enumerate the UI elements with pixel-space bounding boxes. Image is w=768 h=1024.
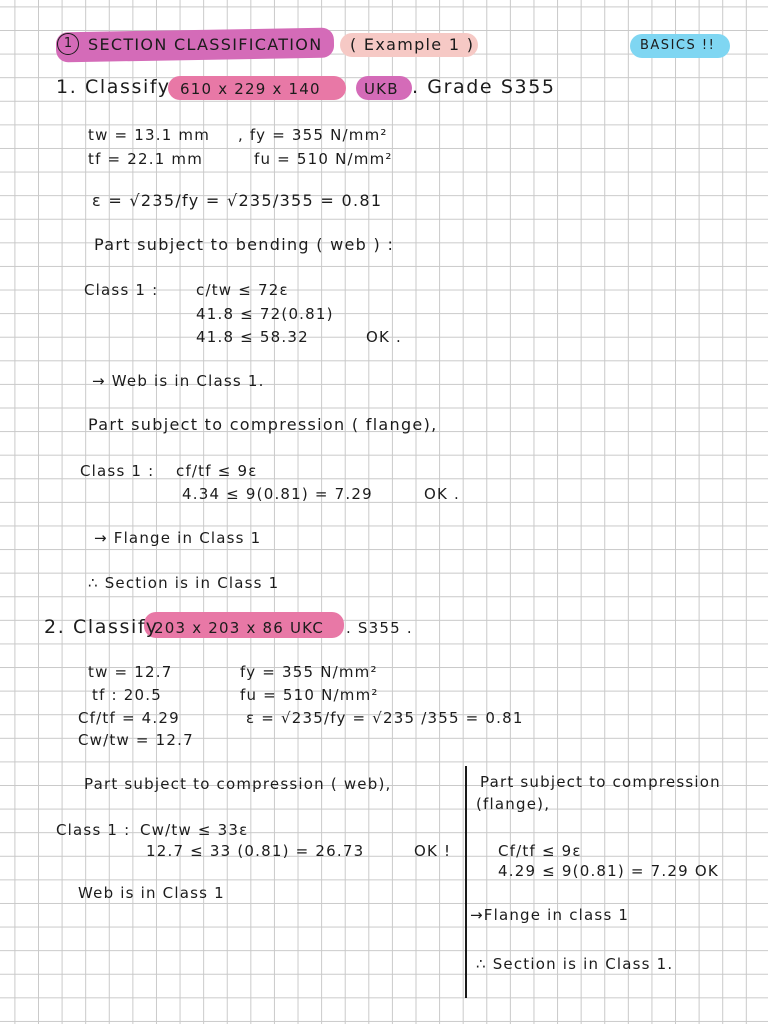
ex1-check-1: c/tw ≤ 72ε [196, 281, 289, 299]
ex1-check-3-ok: OK . [366, 328, 402, 346]
section-number-circle: 1 [57, 33, 79, 55]
ex2-class-label: Class 1 : [56, 821, 131, 839]
ex2-cf-tf: Cf/tf = 4.29 [78, 709, 180, 727]
ex2-fu: fu = 510 N/mm² [240, 686, 379, 704]
ex2-web-result: Web is in Class 1 [78, 884, 225, 902]
ex2-section: 203 x 203 x 86 UKC [154, 619, 325, 637]
ex2-tf: tf : 20.5 [92, 686, 162, 704]
ex1-fu: fu = 510 N/mm² [254, 150, 393, 168]
ex2-flange-check-2: 4.29 ≤ 9(0.81) = 7.29 OK [498, 862, 719, 880]
ex2-flange-result: →Flange in class 1 [470, 906, 630, 924]
ex2-web-heading: Part subject to compression ( web), [84, 775, 392, 793]
column-divider [465, 766, 467, 998]
ex1-class-label-2: Class 1 : [80, 462, 155, 480]
ex2-web-check-2: 12.7 ≤ 33 (0.81) = 26.73 [146, 842, 365, 860]
ex1-type: UKB [364, 80, 399, 98]
ex1-check-2: 41.8 ≤ 72(0.81) [196, 305, 334, 323]
ex1-compression-heading: Part subject to compression ( flange), [88, 415, 438, 434]
ex1-tf: tf = 22.1 mm [88, 150, 204, 168]
ex1-section: 610 x 229 x 140 [180, 80, 321, 98]
ex1-grade: . Grade S355 [412, 76, 556, 98]
ex2-tw: tw = 12.7 [88, 663, 173, 681]
ex1-web-result: → Web is in Class 1. [92, 372, 265, 390]
ex1-check-3: 41.8 ≤ 58.32 [196, 328, 309, 346]
ex1-bending-heading: Part subject to bending ( web ) : [94, 235, 395, 254]
ex1-flange-check-2-ok: OK . [424, 485, 460, 503]
ex1-label: 1. Classify [56, 76, 171, 98]
ex2-grade: . S355 . [346, 619, 413, 637]
ex1-class-label: Class 1 : [84, 281, 159, 299]
ex2-flange-check-1: Cf/tf ≤ 9ε [498, 842, 582, 860]
ex1-section-result: ∴ Section is in Class 1 [88, 574, 280, 592]
ex1-fy: , fy = 355 N/mm² [238, 126, 388, 144]
ex1-flange-check-2: 4.34 ≤ 9(0.81) = 7.29 [182, 485, 373, 503]
ex2-flange-heading-1: Part subject to compression [480, 773, 721, 791]
ex2-flange-heading-2: (flange), [476, 795, 551, 813]
ex2-web-check-1: Cw/tw ≤ 33ε [140, 821, 249, 839]
ex1-flange-result: → Flange in Class 1 [94, 529, 262, 547]
page-title: SECTION CLASSIFICATION [88, 35, 323, 54]
ex1-tw: tw = 13.1 mm [88, 126, 211, 144]
ex2-fy: fy = 355 N/mm² [240, 663, 378, 681]
ex2-label: 2. Classify [44, 616, 159, 638]
ex1-flange-check-1: cf/tf ≤ 9ε [176, 462, 258, 480]
ex1-epsilon: ε = √235/fy = √235/355 = 0.81 [92, 191, 383, 210]
page-subtitle: ( Example 1 ) [350, 35, 475, 54]
ex2-cw-tw: Cw/tw = 12.7 [78, 731, 194, 749]
basics-tag: BASICS !! [640, 38, 716, 53]
ex2-web-check-2-ok: OK ! [414, 842, 452, 860]
ex2-epsilon: ε = √235/fy = √235 /355 = 0.81 [246, 709, 524, 727]
ex2-section-result: ∴ Section is in Class 1. [476, 955, 674, 973]
